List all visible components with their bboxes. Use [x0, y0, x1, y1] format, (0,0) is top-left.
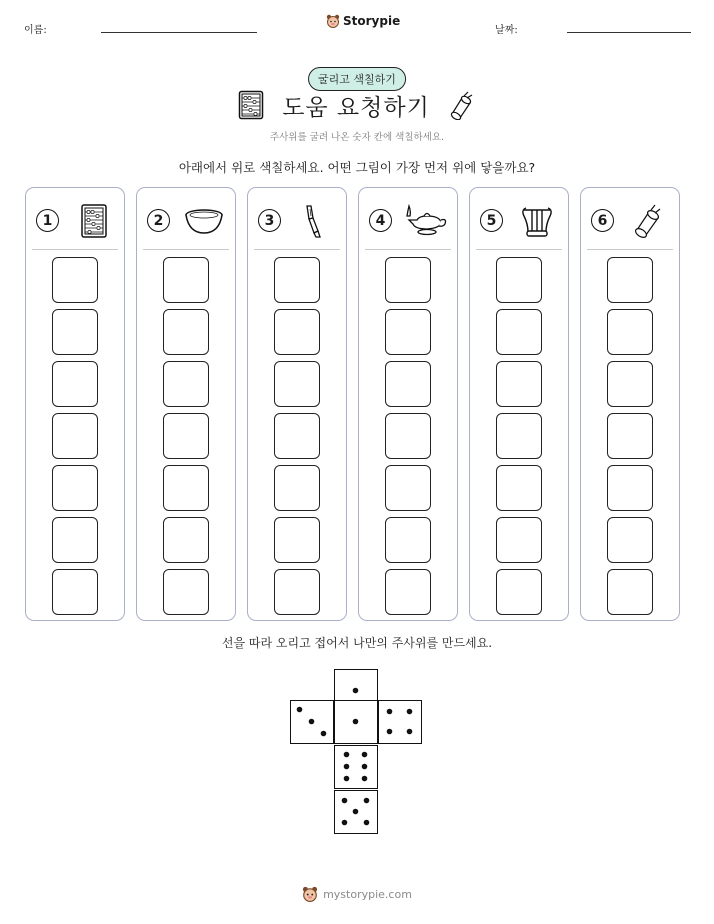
dice-pip — [321, 731, 327, 737]
column-3 — [247, 187, 347, 621]
column-divider — [365, 249, 451, 250]
dice-face-below — [334, 745, 378, 789]
dice-pip — [364, 798, 370, 804]
dice-pip — [407, 729, 413, 735]
coloring-cell[interactable] — [607, 517, 653, 563]
dice-net — [290, 669, 424, 835]
name-label: 이름: — [24, 25, 47, 36]
coloring-cell[interactable] — [274, 569, 320, 615]
coloring-cell[interactable] — [385, 361, 431, 407]
storypie-mascot-icon — [326, 14, 340, 28]
column-number: 5 — [480, 209, 503, 232]
coloring-cell[interactable] — [163, 569, 209, 615]
coloring-cell[interactable] — [52, 361, 98, 407]
coloring-cell[interactable] — [274, 517, 320, 563]
dice-pip — [353, 719, 359, 725]
coloring-cell[interactable] — [496, 257, 542, 303]
coloring-cell[interactable] — [496, 465, 542, 511]
coloring-cell[interactable] — [496, 413, 542, 459]
dice-face-right — [378, 700, 422, 744]
name-line[interactable] — [101, 32, 257, 33]
coloring-cell[interactable] — [274, 257, 320, 303]
coloring-cell[interactable] — [607, 309, 653, 355]
coloring-cell[interactable] — [163, 465, 209, 511]
coloring-cell[interactable] — [385, 569, 431, 615]
dice-pip — [362, 752, 368, 758]
column-number: 4 — [369, 209, 392, 232]
column-header — [147, 204, 227, 238]
dice-pip — [344, 776, 350, 782]
coloring-cell[interactable] — [163, 361, 209, 407]
chisel-icon — [294, 204, 336, 238]
lyre-icon — [516, 204, 558, 238]
column-number: 2 — [147, 209, 170, 232]
column-divider — [143, 249, 229, 250]
coloring-cell[interactable] — [52, 257, 98, 303]
dice-pip — [353, 688, 359, 694]
column-header — [591, 204, 671, 238]
race-columns — [25, 187, 689, 623]
coloring-cell[interactable] — [607, 257, 653, 303]
coloring-cell[interactable] — [385, 413, 431, 459]
dice-face-bottom — [334, 790, 378, 834]
dice-pip — [407, 709, 413, 715]
coloring-cell[interactable] — [163, 257, 209, 303]
coloring-cell[interactable] — [52, 517, 98, 563]
coloring-cell[interactable] — [496, 517, 542, 563]
coloring-cell[interactable] — [607, 465, 653, 511]
column-4 — [358, 187, 458, 621]
abacus-icon — [72, 204, 114, 238]
date-line[interactable] — [567, 32, 691, 33]
column-divider — [476, 249, 562, 250]
coloring-cell[interactable] — [274, 465, 320, 511]
column-number: 3 — [258, 209, 281, 232]
coloring-cell[interactable] — [385, 257, 431, 303]
column-header — [258, 204, 338, 238]
column-number: 1 — [36, 209, 59, 232]
dice-pip — [342, 820, 348, 826]
title-row — [0, 88, 714, 122]
brand-logo — [326, 14, 400, 28]
coloring-cell[interactable] — [52, 465, 98, 511]
dice-pip — [309, 719, 315, 725]
brand-name: Storypie — [343, 14, 401, 28]
coloring-cell[interactable] — [163, 413, 209, 459]
coloring-cell[interactable] — [607, 569, 653, 615]
date-label: 날짜: — [495, 25, 518, 36]
dice-pip — [297, 707, 303, 713]
column-1 — [25, 187, 125, 621]
column-2 — [136, 187, 236, 621]
dice-pip — [342, 798, 348, 804]
scroll-icon — [448, 90, 476, 120]
dice-pip — [362, 776, 368, 782]
scroll-icon — [627, 204, 669, 238]
dice-pip — [344, 764, 350, 770]
dice-pip — [364, 820, 370, 826]
coloring-cell[interactable] — [496, 309, 542, 355]
dice-face-left — [290, 700, 334, 744]
column-divider — [587, 249, 673, 250]
coloring-cell[interactable] — [52, 309, 98, 355]
coloring-cell[interactable] — [274, 413, 320, 459]
subtitle: 주사위를 굴려 나온 숫자 칸에 색칠하세요. — [269, 132, 445, 143]
footer-site[interactable]: mystorypie.com — [323, 887, 412, 901]
coloring-cell[interactable] — [274, 361, 320, 407]
oil-lamp-icon — [405, 204, 447, 238]
coloring-cell[interactable] — [163, 517, 209, 563]
instruction: 아래에서 위로 색칠하세요. 어떤 그림이 가장 먼저 위에 닿을까요? — [178, 160, 536, 175]
column-divider — [254, 249, 340, 250]
coloring-cell[interactable] — [52, 569, 98, 615]
coloring-cell[interactable] — [385, 465, 431, 511]
abacus-icon — [238, 90, 264, 120]
coloring-cell[interactable] — [52, 413, 98, 459]
activity-tag: 굴리고 색칠하기 — [308, 67, 406, 91]
coloring-cell[interactable] — [163, 309, 209, 355]
dice-pip — [353, 809, 359, 815]
column-6 — [580, 187, 680, 621]
coloring-cell[interactable] — [274, 309, 320, 355]
dice-net-caption: 선을 따라 오리고 접어서 나만의 주사위를 만드세요. — [221, 636, 493, 650]
column-header — [36, 204, 116, 238]
footer — [0, 886, 714, 902]
page-title: 도움 요청하기 — [282, 94, 430, 121]
column-5 — [469, 187, 569, 621]
column-header — [480, 204, 560, 238]
bowl-icon — [183, 204, 225, 238]
dice-pip — [344, 752, 350, 758]
coloring-cell[interactable] — [385, 517, 431, 563]
column-divider — [32, 249, 118, 250]
dice-pip — [387, 709, 393, 715]
column-number: 6 — [591, 209, 614, 232]
coloring-cell[interactable] — [496, 361, 542, 407]
coloring-cell[interactable] — [496, 569, 542, 615]
dice-pip — [362, 764, 368, 770]
dice-face-center — [334, 700, 378, 744]
column-header — [369, 204, 449, 238]
storypie-mascot-icon — [302, 886, 318, 902]
coloring-cell[interactable] — [607, 413, 653, 459]
coloring-cell[interactable] — [607, 361, 653, 407]
coloring-cell[interactable] — [385, 309, 431, 355]
dice-pip — [387, 729, 393, 735]
